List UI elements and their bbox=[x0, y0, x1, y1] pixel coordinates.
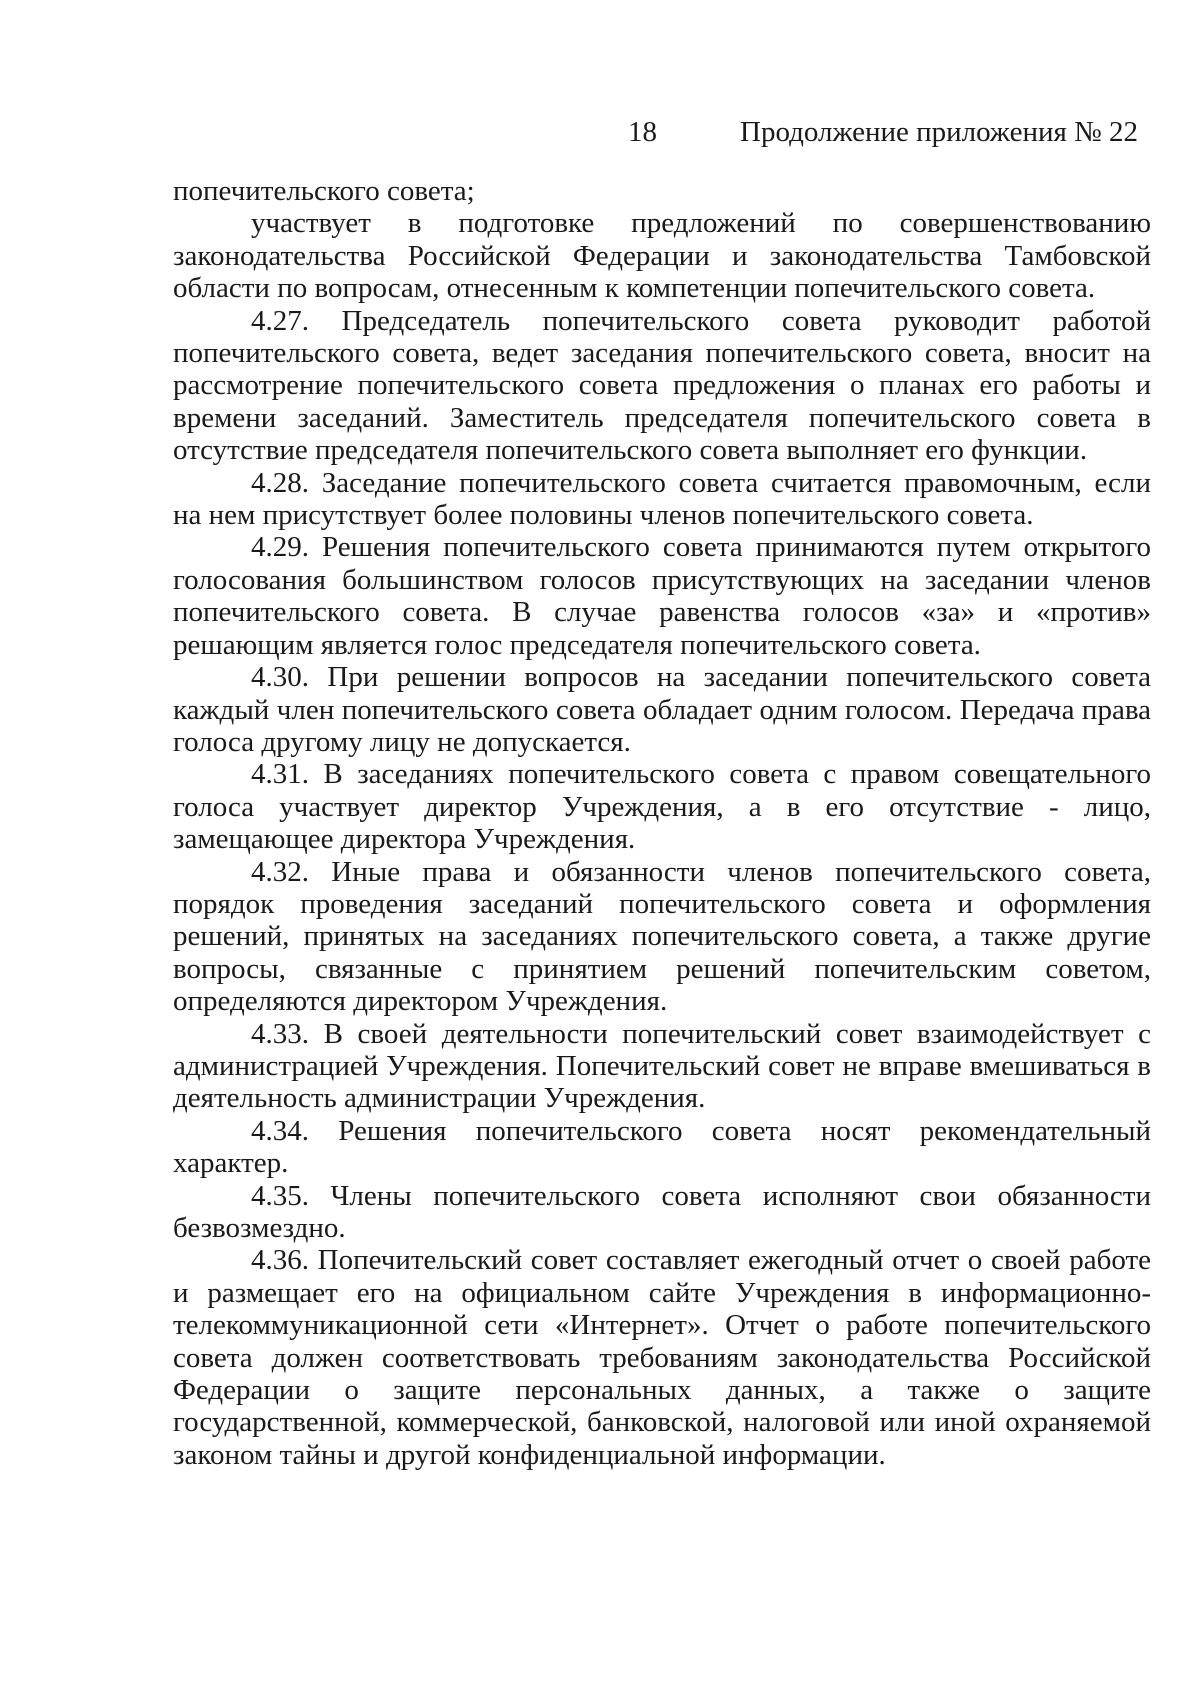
paragraph-4-29: 4.29. Решения попечительского совета принимаются путем открытого голосования большинством голосов присутствующих на заседании членов попечительского совета. В случае равенства голосов «за» и «против» решающим является голос председателя попечительского совета. bbox=[173, 531, 1151, 661]
page-number: 18 bbox=[628, 116, 657, 148]
paragraph-participates: участвует в подготовке предложений по совершенствованию законодательства Российской Федерации и законодательства Тамбовской области по вопросам, отнесенным к компетенции попечительского совета. bbox=[173, 207, 1151, 305]
paragraph-4-35: 4.35. Члены попечительского совета исполняют свои обязанности безвозмездно. bbox=[173, 1179, 1151, 1244]
paragraph-4-27: 4.27. Председатель попечительского совета руководит работой попечительского совета, ведет заседания попечительского совета, вносит на рассмотрение попечительского совета предложения о планах его работы и времени заседаний. Заместитель председателя попечительского совета в отсутствие председателя попечительского совета выполняет его функции. bbox=[173, 304, 1151, 467]
paragraph-4-28: 4.28. Заседание попечительского совета считается правомочным, если на нем присутствует более половины членов попечительского совета. bbox=[173, 466, 1151, 532]
continuation-label: Продолжение приложения № 22 bbox=[740, 116, 1138, 148]
paragraph-4-33: 4.33. В своей деятельности попечительский совет взаимодействует с администрацией Учреждения. Попечительский совет не вправе вмешиваться в деятельность администрации Учреждения. bbox=[173, 1017, 1151, 1115]
paragraph-continuation: попечительского совета; bbox=[173, 175, 475, 207]
paragraph-4-36: 4.36. Попечительский совет составляет ежегодный отчет о своей работе и размещает его на официальном сайте Учреждения в информационно-телекоммуникационной сети «Интернет». Отчет о работе попечительского совета должен соответствовать требованиям законодательства Российской Федерации о защите персональных данных, а также о защите государственной, коммерческой, банковской, налоговой или иной охраняемой законом тайны и другой конфиденциальной информации. bbox=[173, 1244, 1151, 1471]
document-body bbox=[173, 175, 1151, 1471]
paragraph-4-32: 4.32. Иные права и обязанности членов попечительского совета, порядок проведения заседаний попечительского совета и оформления решений, принятых на заседаниях попечительского совета, а также другие вопросы, связанные с принятием решений попечительским советом, определяются директором Учреждения. bbox=[173, 855, 1151, 1018]
paragraph-4-31: 4.31. В заседаниях попечительского совета с правом совещательного голоса участвует директор Учреждения, а в его отсутствие - лицо, замещающее директора Учреждения. bbox=[173, 758, 1151, 856]
paragraph-4-34: 4.34. Решения попечительского совета носят рекомендательный характер. bbox=[173, 1114, 1151, 1180]
page-header bbox=[620, 112, 1150, 152]
paragraph-4-30: 4.30. При решении вопросов на заседании попечительского совета каждый член попечительского совета обладает одним голосом. Передача права голоса другому лицу не допускается. bbox=[173, 661, 1151, 758]
